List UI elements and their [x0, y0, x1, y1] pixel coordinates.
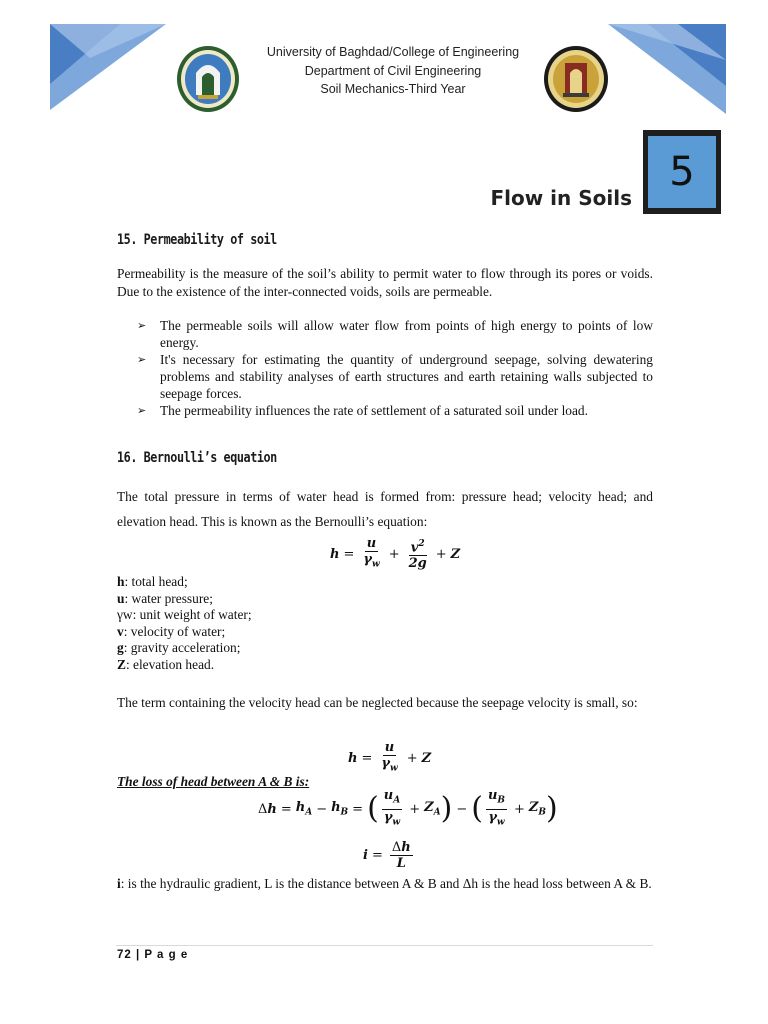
arrow-bullet-icon: ➢	[137, 353, 147, 366]
chapter-number: 5	[648, 136, 716, 208]
section-15-bullets	[137, 317, 653, 419]
bernoulli-equation: h = $\frac{u}{\gamma_w}$ + $\frac{v^2}{2g}$ + Z	[330, 536, 461, 572]
variable-definitions	[117, 574, 252, 673]
header-banner-right	[608, 24, 726, 114]
simplified-head-equation: h = $\frac{u}{\gamma_w}$ + Z	[348, 740, 432, 774]
section-15-heading: 15. Permeability of soil	[117, 232, 277, 248]
arrow-bullet-icon: ➢	[137, 404, 147, 417]
head-loss-equation: Δ h = $h_A$ − $h_B$ = ( $\frac{u_A}{\gamma_w}$ + $Z_A$ ) − ( $\frac{u_B}{\gamma_w}$ + $Z_B$ )	[258, 788, 558, 828]
neglect-velocity-text: The term containing the velocity head can be neglected because the seepage velocity is small, so:	[117, 695, 638, 710]
list-item: ➢ It's necessary for estimating the quantity of underground seepage, solving dewatering problems and stability analyses of earth structures and earth retaining walls subjected to seepage forces.	[137, 352, 653, 401]
hydraulic-gradient-equation: i = $\frac{\Delta h}{L}$	[363, 840, 411, 871]
section-16-heading: 16. Bernoulli’s equation	[117, 450, 277, 466]
header-banner-left	[50, 24, 168, 110]
gradient-definition: i: is the hydraulic gradient, L is the distance between A & B and Δh is the head loss between A & B.	[117, 876, 652, 891]
list-item: u: water pressure;	[117, 590, 213, 606]
list-item: h: total head;	[117, 574, 188, 589]
list-item: g: gravity acceleration;	[117, 640, 241, 655]
list-item: v: velocity of water;	[117, 623, 226, 639]
header-text	[230, 43, 556, 99]
list-item: Z: elevation head.	[117, 656, 215, 672]
header-department: Department of Civil Engineering	[304, 63, 482, 78]
list-item: γw: unit weight of water;	[117, 607, 252, 622]
header-university: University of Baghdad/College of Engineering	[266, 45, 520, 59]
arrow-bullet-icon: ➢	[137, 319, 147, 332]
section-15-intro: Permeability is the measure of the soil’s ability to permit water to flow through its pores or voids. Due to the existence of the inter-connected voids, soils are permeable.	[117, 266, 653, 299]
section-16-intro: The total pressure in terms of water head is formed from: pressure head; velocity head; and elevation head. This is known as the Bernoulli’s equation:	[117, 489, 653, 529]
loss-of-head-heading: The loss of head between A & B is:	[117, 774, 310, 789]
page-number: 72 | P a g e	[117, 949, 189, 961]
chapter-title: Flow in Soils	[490, 186, 632, 210]
header-course: Soil Mechanics-Third Year	[320, 82, 466, 96]
list-item: ➢ The permeability influences the rate of settlement of a saturated soil under load.	[137, 403, 588, 418]
chapter-number-box	[643, 130, 721, 214]
footer-divider	[116, 945, 653, 946]
list-item: ➢ The permeable soils will allow water flow from points of high energy to points of low energy.	[137, 318, 653, 350]
